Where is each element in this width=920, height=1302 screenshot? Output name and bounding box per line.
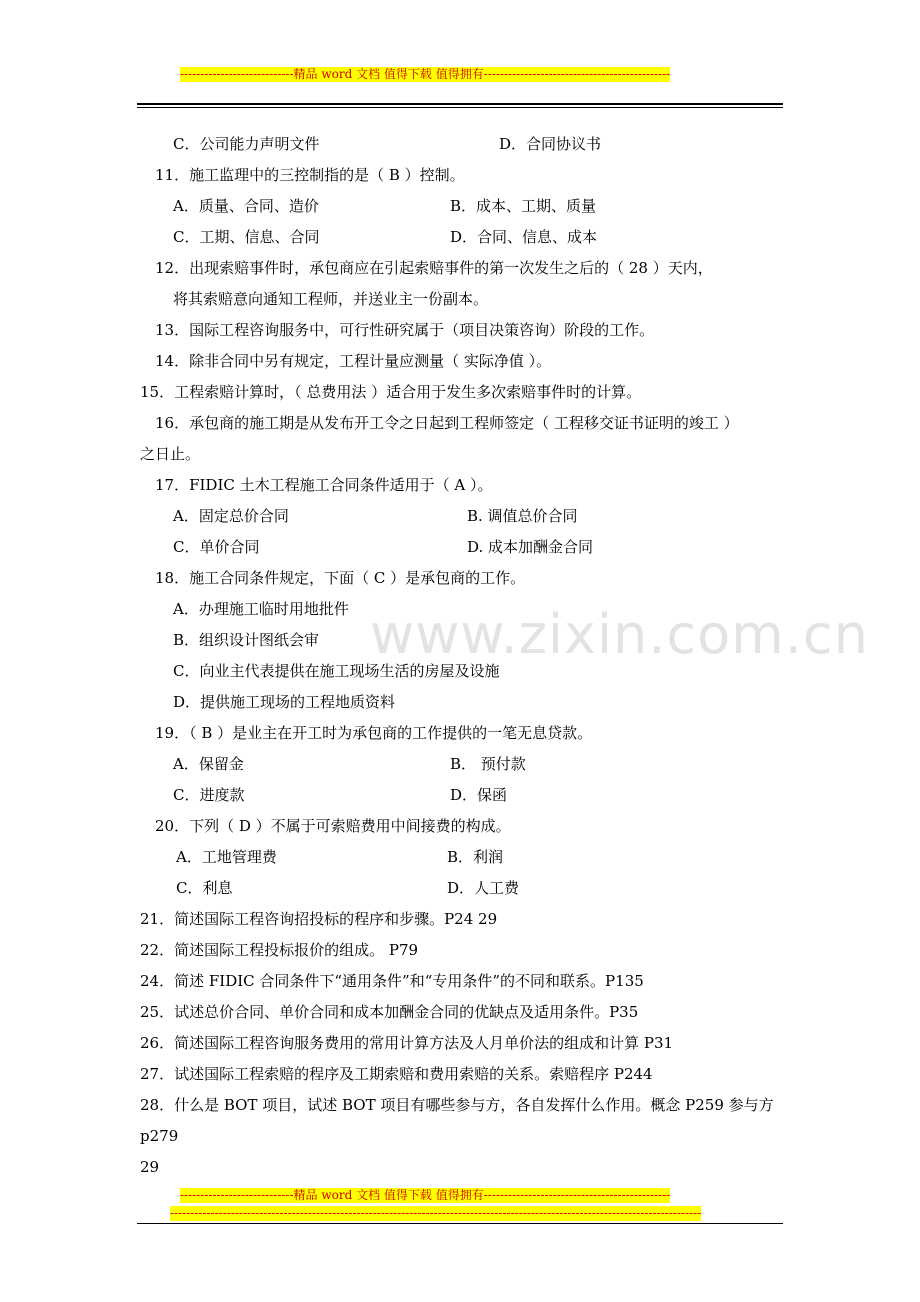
text-line <box>140 563 790 594</box>
option-text: B. 调值总价合同 <box>467 507 578 525</box>
footer-banner: ----------------------------精品 word 文档 值得下载 值得拥有---------------------------------------------- <box>180 1188 671 1202</box>
text-line <box>140 997 790 1028</box>
option-text: D．保函 <box>450 786 508 804</box>
header-rule-thin <box>137 107 783 108</box>
text-line <box>140 222 790 253</box>
line-text: 20．下列（ D ）不属于可索赔费用中间接费的构成。 <box>155 817 511 835</box>
line-text: 18．施工合同条件规定，下面（ C ）是承包商的工作。 <box>155 569 526 587</box>
line-text: 25．试述总价合同、单价合同和成本加酬金合同的优缺点及适用条件。P35 <box>140 1003 639 1021</box>
line-text: 将其索赔意向通知工程师，并送业主一份副本。 <box>173 290 489 308</box>
text-line <box>140 718 790 749</box>
line-text: C．进度款 <box>173 786 245 804</box>
line-text: A．固定总价合同 <box>173 507 289 525</box>
line-text: A．质量、合同、造价 <box>173 197 319 215</box>
text-line <box>140 594 790 625</box>
line-text: 之日止。 <box>140 445 201 463</box>
text-line <box>140 749 790 780</box>
line-text: 13．国际工程咨询服务中，可行性研究属于（项目决策咨询）阶段的工作。 <box>155 321 655 339</box>
option-text: D．合同协议书 <box>499 135 602 153</box>
line-text: 14．除非合同中另有规定，工程计量应测量（ 实际净值 ）。 <box>155 352 552 370</box>
line-text: D．提供施工现场的工程地质资料 <box>173 693 396 711</box>
text-line <box>140 346 790 377</box>
footer-rule <box>137 1223 783 1224</box>
text-line <box>140 284 790 315</box>
line-text: 29 <box>140 1158 160 1176</box>
line-text: B．组织设计图纸会审 <box>173 631 320 649</box>
line-text: C．公司能力声明文件 <box>173 135 320 153</box>
line-text: C．利息 <box>176 879 233 897</box>
line-text: A．工地管理费 <box>176 848 277 866</box>
watermark: www.zixin.com.cn <box>370 603 869 666</box>
line-text: 24．简述 FIDIC 合同条件下“通用条件”和“专用条件”的不同和联系。P135 <box>140 972 644 990</box>
line-text: 16．承包商的施工期是从发布开工令之日起到工程师签定（ 工程移交证书证明的竣工 ） <box>155 414 739 432</box>
text-line <box>140 501 790 532</box>
line-text: C．向业主代表提供在施工现场生活的房屋及设施 <box>173 662 500 680</box>
header-banner: ----------------------------精品 word 文档 值得下载 值得拥有---------------------------------------------- <box>180 67 671 81</box>
option-text: D. 成本加酬金合同 <box>467 538 594 556</box>
line-text: 11．施工监理中的三控制指的是（ B ）控制。 <box>155 166 465 184</box>
text-line <box>140 811 790 842</box>
text-line <box>140 656 790 687</box>
text-line <box>140 780 790 811</box>
option-text: B． 预付款 <box>450 755 526 773</box>
line-text: 17．FIDIC 土木工程施工合同条件适用于（ A ）。 <box>155 476 493 494</box>
text-line <box>140 966 790 997</box>
text-line <box>140 1059 790 1090</box>
text-line <box>140 625 790 656</box>
text-line <box>140 1028 790 1059</box>
text-line <box>140 842 790 873</box>
text-line <box>140 873 790 904</box>
text-line <box>140 439 790 470</box>
line-text: 15．工程索赔计算时，（ 总费用法 ）适合用于发生多次索赔事件时的计算。 <box>140 383 642 401</box>
text-line <box>140 904 790 935</box>
text-line <box>140 408 790 439</box>
text-line <box>140 191 790 222</box>
line-text: C．单价合同 <box>173 538 260 556</box>
text-line <box>140 253 790 284</box>
text-line <box>140 1090 790 1121</box>
document-body <box>140 129 790 1183</box>
text-line <box>140 1121 790 1152</box>
text-line <box>140 532 790 563</box>
line-text: A．保留金 <box>173 755 244 773</box>
text-line <box>140 160 790 191</box>
text-line <box>140 687 790 718</box>
option-text: B．利润 <box>447 848 504 866</box>
text-line <box>140 315 790 346</box>
footer-dashes: ----------------------------------------------------------------------------------------------------------------------------------- <box>170 1206 702 1220</box>
text-line <box>140 470 790 501</box>
option-text: B．成本、工期、质量 <box>450 197 597 215</box>
header-rule-thick <box>137 103 783 105</box>
line-text: 26．简述国际工程咨询服务费用的常用计算方法及人月单价法的组成和计算 P31 <box>140 1034 674 1052</box>
option-text: D．人工费 <box>447 879 520 897</box>
text-line <box>140 1152 790 1183</box>
line-text: A．办理施工临时用地批件 <box>173 600 349 618</box>
line-text: 22．简述国际工程投标报价的组成。 P79 <box>140 941 419 959</box>
text-line <box>140 377 790 408</box>
line-text: 21．简述国际工程咨询招投标的程序和步骤。P24 29 <box>140 910 498 928</box>
line-text: 12．出现索赔事件时，承包商应在引起索赔事件的第一次发生之后的（ 28 ）天内， <box>155 259 713 277</box>
option-text: D．合同、信息、成本 <box>450 228 598 246</box>
text-line <box>140 935 790 966</box>
line-text: p279 <box>140 1127 179 1145</box>
line-text: 28．什么是 BOT 项目，试述 BOT 项目有哪些参与方，各自发挥什么作用。概念 P259 参与方 <box>140 1096 774 1114</box>
line-text: 27．试述国际工程索赔的程序及工期索赔和费用索赔的关系。索赔程序 P244 <box>140 1065 653 1083</box>
text-line <box>140 129 790 160</box>
line-text: C．工期、信息、合同 <box>173 228 320 246</box>
line-text: 19．（ B ）是业主在开工时为承包商的工作提供的一笔无息贷款。 <box>155 724 593 742</box>
